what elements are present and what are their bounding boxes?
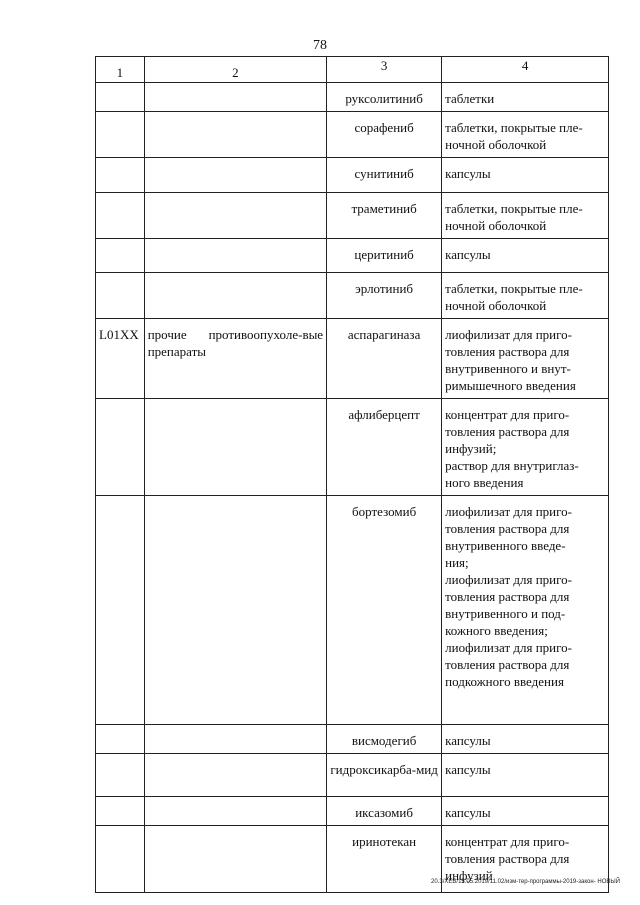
dosage-form-line: ночной оболочкой — [445, 298, 547, 313]
dosage-form-line: таблетки — [445, 91, 495, 106]
dosage-form-line: товления раствора для — [445, 424, 570, 439]
dosage-form-line: кожного введения; — [445, 623, 548, 638]
drug-name-cell: иринотекан — [327, 826, 442, 893]
drug-name-cell: сунитиниб — [327, 158, 442, 193]
dosage-form-line: товления раствора для — [445, 344, 570, 359]
drug-name-cell: траметиниб — [327, 193, 442, 239]
dosage-form-line: внутривенного и под- — [445, 606, 566, 621]
group-name-cell — [144, 239, 326, 273]
header-col-1: 1 — [96, 57, 145, 83]
dosage-form-line: подкожного введения — [445, 674, 564, 689]
dosage-form-cell — [442, 319, 609, 399]
table-row — [96, 273, 609, 319]
dosage-form-line: капсулы — [445, 166, 491, 181]
table-row — [96, 797, 609, 826]
atc-code-cell — [96, 797, 145, 826]
dosage-form-line: ночной оболочкой — [445, 218, 547, 233]
group-name-cell — [144, 496, 326, 725]
drug-name-cell: церитиниб — [327, 239, 442, 273]
dosage-form-line: концентрат для приго- — [445, 834, 570, 849]
dosage-form-line: таблетки, покрытые пле- — [445, 120, 583, 135]
dosage-form-cell — [442, 158, 609, 193]
dosage-form-line: лиофилизат для приго- — [445, 572, 572, 587]
atc-code-cell — [96, 725, 145, 754]
dosage-form-cell — [442, 496, 609, 725]
table-row — [96, 496, 609, 725]
dosage-form-line: раствор для внутриглаз- — [445, 458, 579, 473]
drug-name-cell: висмодегиб — [327, 725, 442, 754]
dosage-form-line: инфузий — [445, 868, 493, 883]
group-name-cell — [144, 193, 326, 239]
atc-code-cell — [96, 158, 145, 193]
table-row — [96, 399, 609, 496]
table-row — [96, 83, 609, 112]
dosage-form-line: концентрат для приго- — [445, 407, 570, 422]
group-name-cell — [144, 83, 326, 112]
dosage-form-line: ного введения — [445, 475, 524, 490]
header-col-3: 3 — [327, 57, 442, 83]
group-name-cell — [144, 399, 326, 496]
dosage-form-line: лиофилизат для приго- — [445, 640, 572, 655]
drug-table — [95, 56, 609, 893]
dosage-form-cell — [442, 83, 609, 112]
group-name-cell — [144, 754, 326, 797]
atc-code-cell — [96, 826, 145, 893]
table-row — [96, 754, 609, 797]
drug-name-cell: бортезомиб — [327, 496, 442, 725]
header-col-4: 4 — [442, 57, 609, 83]
drug-name-cell: афлиберцепт — [327, 399, 442, 496]
dosage-form-line: товления раствора для — [445, 851, 570, 866]
group-name-cell: прочие противоопухоле-вые препараты — [144, 319, 326, 399]
atc-code-cell — [96, 273, 145, 319]
atc-code-cell — [96, 83, 145, 112]
group-name-cell — [144, 112, 326, 158]
group-name-cell — [144, 797, 326, 826]
dosage-form-line: товления раствора для — [445, 589, 570, 604]
group-name-cell — [144, 158, 326, 193]
dosage-form-line: лиофилизат для приго- — [445, 504, 572, 519]
table-row — [96, 239, 609, 273]
dosage-form-line: римышечного введения — [445, 378, 576, 393]
drug-name-cell: аспарагиназа — [327, 319, 442, 399]
dosage-form-cell — [442, 399, 609, 496]
drug-name-cell: гидроксикарба-мид — [327, 754, 442, 797]
atc-code-cell: L01XX — [96, 319, 145, 399]
atc-code-cell — [96, 193, 145, 239]
dosage-form-cell — [442, 112, 609, 158]
group-name-cell — [144, 826, 326, 893]
table-row — [96, 319, 609, 399]
dosage-form-line: капсулы — [445, 805, 491, 820]
drug-name-cell: эрлотиниб — [327, 273, 442, 319]
dosage-form-line: инфузий; — [445, 441, 497, 456]
dosage-form-line: лиофилизат для приго- — [445, 327, 572, 342]
atc-code-cell — [96, 112, 145, 158]
table-row — [96, 193, 609, 239]
dosage-form-cell — [442, 725, 609, 754]
atc-code-cell — [96, 496, 145, 725]
dosage-form-line: капсулы — [445, 247, 491, 262]
group-name-cell — [144, 273, 326, 319]
dosage-form-cell — [442, 797, 609, 826]
drug-name-cell: сорафениб — [327, 112, 442, 158]
dosage-form-cell — [442, 273, 609, 319]
dosage-form-cell — [442, 193, 609, 239]
dosage-form-line: таблетки, покрытые пле- — [445, 281, 583, 296]
dosage-form-line: товления раствора для — [445, 521, 570, 536]
table-row — [96, 725, 609, 754]
dosage-form-line: внутривенного и внут- — [445, 361, 571, 376]
footer-file-path: 20.3/XEB/15.05.2019/11.02/изм-тер-программы-2019-закон- НОВЫЙ — [431, 879, 620, 885]
dosage-form-line: капсулы — [445, 762, 491, 777]
atc-code-cell — [96, 239, 145, 273]
dosage-form-line: таблетки, покрытые пле- — [445, 201, 583, 216]
page-number: 78 — [313, 38, 327, 53]
table-row — [96, 112, 609, 158]
table-header-row — [96, 57, 609, 83]
dosage-form-line: капсулы — [445, 733, 491, 748]
dosage-form-line: товления раствора для — [445, 657, 570, 672]
dosage-form-line: ния; — [445, 555, 469, 570]
atc-code-cell — [96, 754, 145, 797]
dosage-form-cell — [442, 239, 609, 273]
dosage-form-cell — [442, 754, 609, 797]
group-name-cell — [144, 725, 326, 754]
table-row — [96, 158, 609, 193]
dosage-form-line: внутривенного введе- — [445, 538, 566, 553]
header-col-2: 2 — [144, 57, 326, 83]
drug-name-cell: руксолитиниб — [327, 83, 442, 112]
drug-name-cell: иксазомиб — [327, 797, 442, 826]
dosage-form-line: ночной оболочкой — [445, 137, 547, 152]
atc-code-cell — [96, 399, 145, 496]
